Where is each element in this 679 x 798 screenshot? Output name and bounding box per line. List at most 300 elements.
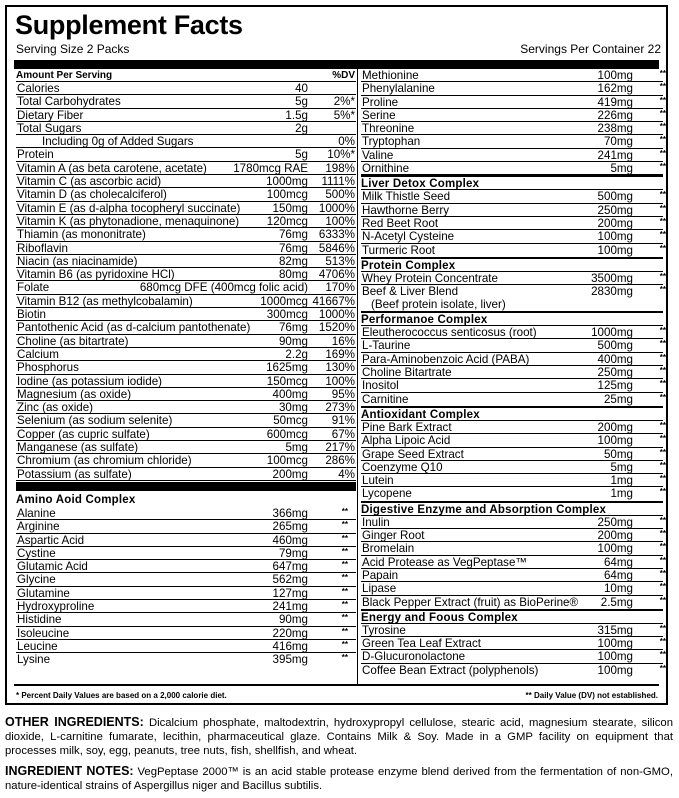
amino-dv: ** bbox=[659, 162, 666, 172]
nutrient-name: Niacin (as niacinamide) bbox=[17, 254, 138, 268]
ingredient-dv: ** bbox=[659, 203, 666, 213]
amino-row bbox=[16, 613, 356, 626]
nutrient-name: Selenium (as sodium selenite) bbox=[17, 414, 173, 428]
ingredient-amount: 2.5mg bbox=[600, 595, 633, 609]
amino-row bbox=[361, 122, 666, 136]
ingredient-dv: ** bbox=[659, 663, 666, 673]
ingredient-name: Ginger Root bbox=[362, 529, 425, 543]
amino-row bbox=[16, 627, 356, 640]
amino-name: Cystine bbox=[17, 546, 56, 560]
amino-dv: ** bbox=[341, 506, 348, 516]
amino-amount: 70mg bbox=[603, 135, 633, 149]
nutrient-amount: 200mg bbox=[272, 467, 308, 481]
nutrient-row bbox=[16, 321, 356, 334]
amino-name: Tryptophan bbox=[362, 135, 421, 149]
nutrient-name: Total Sugars bbox=[17, 121, 82, 135]
nutrient-dv: 286% bbox=[325, 454, 355, 468]
nutrient-amount: 50mcg bbox=[273, 414, 308, 428]
amino-dv: ** bbox=[659, 108, 666, 118]
nutrient-row bbox=[16, 82, 356, 95]
nutrient-row bbox=[16, 148, 356, 161]
amino-row bbox=[361, 108, 666, 122]
nutrient-amount: 150mcg bbox=[266, 374, 308, 388]
nutrient-name: Vitamin K (as phytonadione, menaquinone) bbox=[17, 214, 240, 228]
nutrient-name: Iodine (as potassium iodide) bbox=[17, 374, 163, 388]
ingredient-name: Beef & Liver Blend bbox=[362, 285, 459, 299]
nutrient-name: Potassium (as sulfate) bbox=[17, 467, 132, 481]
ingredient-amount: 100mg bbox=[597, 637, 633, 651]
section-title: Energy and Foous Complex bbox=[361, 609, 663, 624]
nutrient-row bbox=[16, 361, 356, 374]
ingredient-dv: ** bbox=[659, 243, 666, 253]
amino-amount: 395mg bbox=[272, 653, 308, 667]
amino-row bbox=[361, 148, 666, 162]
amino-list bbox=[16, 507, 356, 667]
amino-amount: 162mg bbox=[597, 82, 633, 96]
ingredient-row bbox=[361, 542, 666, 556]
complex-sections bbox=[361, 175, 666, 677]
nutrient-dv: 4% bbox=[338, 467, 355, 481]
ingredient-dv: ** bbox=[659, 420, 666, 430]
amino-row bbox=[361, 135, 666, 149]
amino-dv: ** bbox=[341, 639, 348, 649]
amino-name: Valine bbox=[362, 148, 394, 162]
ingredient-amount: 250mg bbox=[597, 515, 633, 529]
ingredient-name: Inositol bbox=[362, 379, 399, 393]
ingredient-amount: 315mg bbox=[597, 623, 633, 637]
amino-amount: 416mg bbox=[272, 639, 308, 653]
nutrient-row bbox=[16, 188, 356, 201]
nutrient-row bbox=[16, 215, 356, 228]
nutrient-amount: 40 bbox=[295, 82, 308, 95]
ingredient-dv: ** bbox=[659, 623, 666, 633]
nutrient-name: Manganese (as sulfate) bbox=[17, 441, 139, 455]
ingredient-row bbox=[361, 555, 666, 569]
ingredient-amount: 100mg bbox=[597, 663, 633, 677]
ingredient-name: Lipase bbox=[362, 582, 397, 596]
amino-name: Histidine bbox=[17, 613, 62, 627]
nutrient-row bbox=[16, 268, 356, 281]
ingredient-amount: 100mg bbox=[597, 243, 633, 257]
nutrient-dv: 513% bbox=[325, 254, 355, 268]
amino-row bbox=[16, 640, 356, 653]
ingredient-row bbox=[361, 529, 666, 543]
dv-header-label: %DV bbox=[332, 70, 355, 81]
left-column bbox=[16, 69, 356, 666]
section-title: Antioxidant Complex bbox=[361, 406, 663, 421]
amino-dv: ** bbox=[659, 135, 666, 145]
ingredient-name: Milk Thistle Seed bbox=[362, 190, 451, 204]
nutrient-amount: 1.5g bbox=[285, 108, 308, 122]
amino-row bbox=[16, 600, 356, 613]
nutrient-dv: 1520% bbox=[318, 321, 355, 335]
ingredient-amount: 1000mg bbox=[591, 326, 633, 340]
amino-dv: ** bbox=[341, 573, 348, 583]
nutrient-amount: 76mg bbox=[278, 241, 308, 255]
ingredient-name: Bromelain bbox=[362, 542, 415, 556]
nutrient-amount: 76mg bbox=[278, 321, 308, 335]
amino-row bbox=[16, 587, 356, 600]
ingredient-dv: ** bbox=[659, 366, 666, 376]
amino-amount: 562mg bbox=[272, 573, 308, 587]
ingredient-name: Red Beet Root bbox=[362, 216, 439, 230]
ingredient-notes-text: VegPeptase 2000™ is an acid stable protease enzyme blend derived from the fermentation of non-GMO, nature-identical strains of Aspergillus niger and Bacillus subtilis. bbox=[5, 766, 673, 792]
amino-name: Hydroxyproline bbox=[17, 599, 95, 613]
amino-row bbox=[361, 162, 666, 176]
nutrient-name: Vitamin C (as ascorbic acid) bbox=[17, 175, 162, 189]
nutrient-dv: 67% bbox=[331, 427, 355, 441]
other-ingredients-label: OTHER INGREDIENTS: bbox=[5, 715, 144, 729]
ingredient-notes-label: INGREDIENT NOTES: bbox=[5, 764, 134, 778]
ingredient-row bbox=[361, 352, 666, 366]
amino-dv: ** bbox=[341, 533, 348, 543]
nutrient-row bbox=[16, 375, 356, 388]
ingredient-dv: ** bbox=[659, 271, 666, 281]
nutrient-row bbox=[16, 295, 356, 308]
ingredient-name: Black Pepper Extract (fruit) as BioPerine® bbox=[362, 595, 579, 609]
amino-row bbox=[361, 95, 666, 109]
amino-amount: 241mg bbox=[272, 599, 308, 613]
section-title: Protein Complex bbox=[361, 257, 663, 272]
nutrient-amount: 150mg bbox=[272, 201, 308, 215]
ingredient-name: Hawthorne Berry bbox=[362, 203, 449, 217]
amino-dv: ** bbox=[341, 586, 348, 596]
footnote-dv: * Percent Daily Values are based on a 2,000 calorie diet. bbox=[16, 691, 227, 700]
panel-title: Supplement Facts bbox=[15, 10, 243, 40]
amino-amount: 241mg bbox=[597, 148, 633, 162]
amino-amount: 220mg bbox=[272, 626, 308, 640]
nutrient-amount: 600mcg bbox=[266, 427, 308, 441]
nutrient-dv: 100% bbox=[325, 374, 355, 388]
amino-name: Threonine bbox=[362, 122, 415, 136]
amino-row bbox=[16, 653, 356, 666]
servings-per-container: Servings Per Container 22 bbox=[520, 42, 661, 56]
column-divider bbox=[357, 69, 358, 684]
nutrient-row bbox=[16, 281, 356, 294]
amino-dv: ** bbox=[341, 546, 348, 556]
other-ingredients bbox=[5, 715, 673, 758]
amino-dv: ** bbox=[341, 626, 348, 636]
nutrient-name: Magnesium (as oxide) bbox=[17, 387, 132, 401]
nutrient-dv: 130% bbox=[325, 361, 355, 375]
nutrient-dv: 5846% bbox=[318, 241, 355, 255]
nutrient-name: Zinc (as oxide) bbox=[17, 401, 94, 415]
section-bar bbox=[16, 482, 356, 491]
amino-dv: ** bbox=[341, 599, 348, 609]
nutrient-row bbox=[16, 122, 356, 135]
nutrient-dv: 41667% bbox=[312, 294, 355, 308]
ingredient-dv: ** bbox=[659, 515, 666, 525]
ingredient-dv: ** bbox=[659, 230, 666, 240]
ingredient-row bbox=[361, 447, 666, 461]
ingredient-amount: 64mg bbox=[603, 555, 633, 569]
ingredient-row bbox=[361, 190, 666, 204]
ingredient-amount: 250mg bbox=[597, 366, 633, 380]
ingredient-name: Green Tea Leaf Extract bbox=[362, 637, 482, 651]
nutrient-dv: 169% bbox=[325, 347, 355, 361]
nutrient-dv: 198% bbox=[325, 161, 355, 175]
ingredient-name: Inulin bbox=[362, 515, 390, 529]
thick-divider bbox=[14, 60, 659, 69]
ingredient-dv: ** bbox=[659, 568, 666, 578]
nutrient-dv: 6333% bbox=[318, 228, 355, 242]
nutrient-amount: 1000mcg bbox=[260, 294, 308, 308]
nutrient-name: Copper (as cupric sulfate) bbox=[17, 427, 150, 441]
ingredient-row bbox=[361, 637, 666, 651]
nutrient-dv: 170% bbox=[325, 281, 355, 295]
ingredient-name: Choline Bitartrate bbox=[362, 366, 452, 380]
ingredient-dv: ** bbox=[659, 216, 666, 226]
nutrient-name: Choline (as bitartrate) bbox=[17, 334, 129, 348]
nutrient-amount: 5g bbox=[295, 148, 308, 162]
nutrient-row bbox=[16, 109, 356, 122]
nutrient-name: Protein bbox=[17, 148, 54, 162]
bottom-divider bbox=[14, 684, 659, 686]
ingredient-row bbox=[361, 216, 666, 230]
amino-name: Glycine bbox=[17, 573, 56, 587]
amino-row bbox=[16, 534, 356, 547]
ingredient-dv: ** bbox=[659, 379, 666, 389]
ingredient-dv: ** bbox=[659, 339, 666, 349]
ingredient-dv: ** bbox=[659, 474, 666, 484]
amino-row bbox=[16, 547, 356, 560]
ingredient-name: Alpha Lipoic Acid bbox=[362, 434, 451, 448]
ingredient-dv: ** bbox=[659, 392, 666, 402]
section-title: Liver Detox Complex bbox=[361, 175, 663, 190]
amino-dv: ** bbox=[659, 95, 666, 105]
nutrient-name: Pantothenic Acid (as d-calcium pantothenate) bbox=[17, 321, 251, 335]
ingredient-amount: 3500mg bbox=[591, 271, 633, 285]
ingredient-dv: ** bbox=[659, 650, 666, 660]
nutrient-amount: 1000mg bbox=[266, 175, 308, 189]
amino-dv: ** bbox=[659, 148, 666, 158]
amino-dv: ** bbox=[659, 69, 666, 78]
nutrient-row bbox=[16, 414, 356, 427]
ingredient-dv: ** bbox=[659, 529, 666, 539]
nutrient-name: Vitamin B6 (as pyridoxine HCl) bbox=[17, 268, 175, 282]
ingredient-amount: 100mg bbox=[597, 230, 633, 244]
nutrient-name: Vitamin B12 (as methylcobalamin) bbox=[17, 294, 193, 308]
ingredient-amount: 1mg bbox=[610, 487, 633, 501]
ingredient-dv: ** bbox=[659, 582, 666, 592]
ingredient-row bbox=[361, 515, 666, 529]
nutrient-amount: 76mg bbox=[278, 228, 308, 242]
nutrient-amount: 680mcg DFE (400mcg folic acid) bbox=[139, 281, 308, 295]
ingredient-name: Acid Protease as VegPeptase™ bbox=[362, 555, 527, 569]
amino-amount: 79mg bbox=[278, 546, 308, 560]
nutrient-amount: 2.2g bbox=[285, 347, 308, 361]
ingredient-dv: ** bbox=[659, 542, 666, 552]
nutrient-row bbox=[16, 162, 356, 175]
nutrient-dv: 0% bbox=[338, 135, 355, 149]
amount-per-serving-label: Amount Per Serving bbox=[16, 70, 113, 81]
nutrient-dv: 95% bbox=[331, 387, 355, 401]
nutrient-row bbox=[16, 468, 356, 481]
ingredient-name: Lutein bbox=[362, 474, 394, 488]
ingredient-name: Coffee Bean Extract (polyphenols) bbox=[362, 663, 539, 677]
amino-row bbox=[361, 82, 666, 96]
amino-name: Lysine bbox=[17, 653, 51, 667]
nutrient-row bbox=[16, 454, 356, 467]
ingredient-row bbox=[361, 623, 666, 637]
ingredient-amount: 1mg bbox=[610, 474, 633, 488]
ingredient-name: L-Taurine bbox=[362, 339, 411, 353]
nutrient-name: Vitamin A (as beta carotene, acetate) bbox=[17, 161, 207, 175]
amino-name: Serine bbox=[362, 108, 396, 122]
amino-amount: 419mg bbox=[597, 95, 633, 109]
ingredient-row bbox=[361, 650, 666, 664]
ingredient-name: Carnitine bbox=[362, 392, 409, 406]
nutrient-amount: 2g bbox=[295, 121, 308, 135]
nutrient-name: Total Carbohydrates bbox=[17, 95, 121, 109]
section-title: Performanoe Complex bbox=[361, 311, 663, 326]
ingredient-row bbox=[361, 460, 666, 474]
ingredient-amount: 25mg bbox=[603, 392, 633, 406]
amino-amount: 366mg bbox=[272, 506, 308, 520]
nutrient-amount: 5g bbox=[295, 95, 308, 109]
ingredient-amount: 50mg bbox=[603, 447, 633, 461]
amino-name: Aspartic Acid bbox=[17, 533, 85, 547]
ingredient-dv: ** bbox=[659, 487, 666, 497]
nutrient-dv: 500% bbox=[325, 188, 355, 202]
ingredient-amount: 100mg bbox=[597, 542, 633, 556]
ingredient-row bbox=[361, 326, 666, 340]
ingredient-name: Grape Seed Extract bbox=[362, 447, 464, 461]
amino-continued-list bbox=[361, 69, 666, 176]
nutrient-row bbox=[16, 95, 356, 108]
nutrient-name: Including 0g of Added Sugars bbox=[42, 135, 194, 149]
supplement-facts-panel bbox=[5, 5, 668, 705]
nutrient-name: Folate bbox=[17, 281, 50, 295]
ingredient-row bbox=[361, 392, 666, 406]
ingredient-row bbox=[361, 474, 666, 488]
amino-row bbox=[16, 573, 356, 586]
ingredient-amount: 100mg bbox=[597, 434, 633, 448]
nutrient-row bbox=[16, 335, 356, 348]
ingredient-name: Coenzyme Q10 bbox=[362, 460, 443, 474]
amino-amount: 238mg bbox=[597, 122, 633, 136]
amino-amount: 647mg bbox=[272, 560, 308, 574]
nutrient-name: Calories bbox=[17, 82, 60, 95]
nutrient-name: Biotin bbox=[17, 308, 47, 322]
ingredient-amount: 125mg bbox=[597, 379, 633, 393]
ingredient-name: Whey Protein Concentrate bbox=[362, 271, 498, 285]
serving-size: Serving Size 2 Packs bbox=[16, 42, 130, 56]
amino-name: Methionine bbox=[362, 69, 419, 82]
ingredient-amount: 64mg bbox=[603, 568, 633, 582]
ingredient-row bbox=[361, 434, 666, 448]
nutrient-name: Vitamin E (as d-alpha tocopheryl succinate) bbox=[17, 201, 241, 215]
nutrient-row bbox=[16, 428, 356, 441]
nutrient-amount: 90mg bbox=[278, 334, 308, 348]
ingredient-amount: 5mg bbox=[610, 460, 633, 474]
ingredient-amount: 200mg bbox=[597, 420, 633, 434]
amino-name: Alanine bbox=[17, 506, 56, 520]
ingredient-name: D-Glucuronolactone bbox=[362, 650, 466, 664]
footnote-not-established: ** Daily Value (DV) not established. bbox=[525, 691, 658, 700]
amino-amount: 90mg bbox=[278, 613, 308, 627]
ingredient-row bbox=[361, 285, 666, 312]
nutrient-amount: 300mcg bbox=[266, 308, 308, 322]
nutrient-row bbox=[16, 348, 356, 361]
ingredient-row bbox=[361, 568, 666, 582]
amino-name: Glutamic Acid bbox=[17, 560, 88, 574]
section-title: Digestive Enzyme and Absorption Complex bbox=[361, 501, 663, 516]
ingredient-dv: ** bbox=[659, 434, 666, 444]
ingredient-row bbox=[361, 595, 666, 609]
ingredient-row bbox=[361, 379, 666, 393]
nutrient-dv: 1000% bbox=[318, 308, 355, 322]
nutrient-amount: 1780mcg RAE bbox=[233, 161, 308, 175]
ingredient-row bbox=[361, 582, 666, 596]
ingredient-dv: ** bbox=[659, 595, 666, 605]
ingredient-amount: 100mg bbox=[597, 650, 633, 664]
ingredient-row bbox=[361, 366, 666, 380]
ingredient-row bbox=[361, 339, 666, 353]
ingredient-name: Lycopene bbox=[362, 487, 412, 501]
nutrient-name: Dietary Fiber bbox=[17, 108, 84, 122]
ingredient-amount: 200mg bbox=[597, 529, 633, 543]
ingredient-dv: ** bbox=[659, 326, 666, 336]
amino-name: Ornithine bbox=[362, 162, 410, 176]
nutrient-row bbox=[16, 401, 356, 414]
amino-amount: 226mg bbox=[597, 108, 633, 122]
ingredient-row bbox=[361, 243, 666, 257]
nutrient-row bbox=[16, 175, 356, 188]
ingredient-amount: 250mg bbox=[597, 203, 633, 217]
right-column bbox=[361, 69, 666, 677]
ingredient-dv: ** bbox=[659, 637, 666, 647]
ingredient-name: Turmeric Root bbox=[362, 243, 436, 257]
amino-row bbox=[361, 69, 666, 82]
ingredient-row bbox=[361, 230, 666, 244]
amino-name: Arginine bbox=[17, 520, 60, 534]
nutrient-amount: 400mg bbox=[272, 387, 308, 401]
nutrient-amount: 100mcg bbox=[266, 188, 308, 202]
amino-dv: ** bbox=[341, 560, 348, 570]
ingredient-dv: ** bbox=[659, 352, 666, 362]
amino-amount: 265mg bbox=[272, 520, 308, 534]
nutrient-dv: 273% bbox=[325, 401, 355, 415]
ingredient-name: Para-Aminobenzoic Acid (PABA) bbox=[362, 352, 530, 366]
nutrient-row bbox=[16, 228, 356, 241]
nutrient-row bbox=[16, 242, 356, 255]
nutrient-dv: 100% bbox=[325, 214, 355, 228]
nutrient-dv: 217% bbox=[325, 441, 355, 455]
nutrient-dv: 10%* bbox=[327, 148, 355, 162]
amino-amount: 100mg bbox=[597, 69, 633, 82]
nutrient-dv: 4706% bbox=[318, 268, 355, 282]
nutrient-dv: 5%* bbox=[333, 108, 355, 122]
nutrient-amount: 100mcg bbox=[266, 454, 308, 468]
amino-row bbox=[16, 520, 356, 533]
ingredient-name: Eleutherococcus senticosus (root) bbox=[362, 326, 537, 340]
ingredient-amount: 2830mg bbox=[591, 285, 633, 299]
nutrient-name: Riboflavin bbox=[17, 241, 68, 255]
ingredient-subtext: (Beef protein isolate, liver) bbox=[371, 298, 506, 312]
nutrient-row bbox=[16, 441, 356, 454]
ingredient-row bbox=[361, 487, 666, 501]
nutrient-amount: 30mg bbox=[278, 401, 308, 415]
ingredient-dv: ** bbox=[659, 285, 666, 295]
ingredient-amount: 500mg bbox=[597, 190, 633, 204]
nutrient-row bbox=[16, 135, 356, 148]
nutrient-list bbox=[16, 82, 356, 481]
ingredient-amount: 200mg bbox=[597, 216, 633, 230]
nutrient-row bbox=[16, 255, 356, 268]
ingredient-dv: ** bbox=[659, 555, 666, 565]
nutrient-name: Chromium (as chromium chloride) bbox=[17, 454, 192, 468]
